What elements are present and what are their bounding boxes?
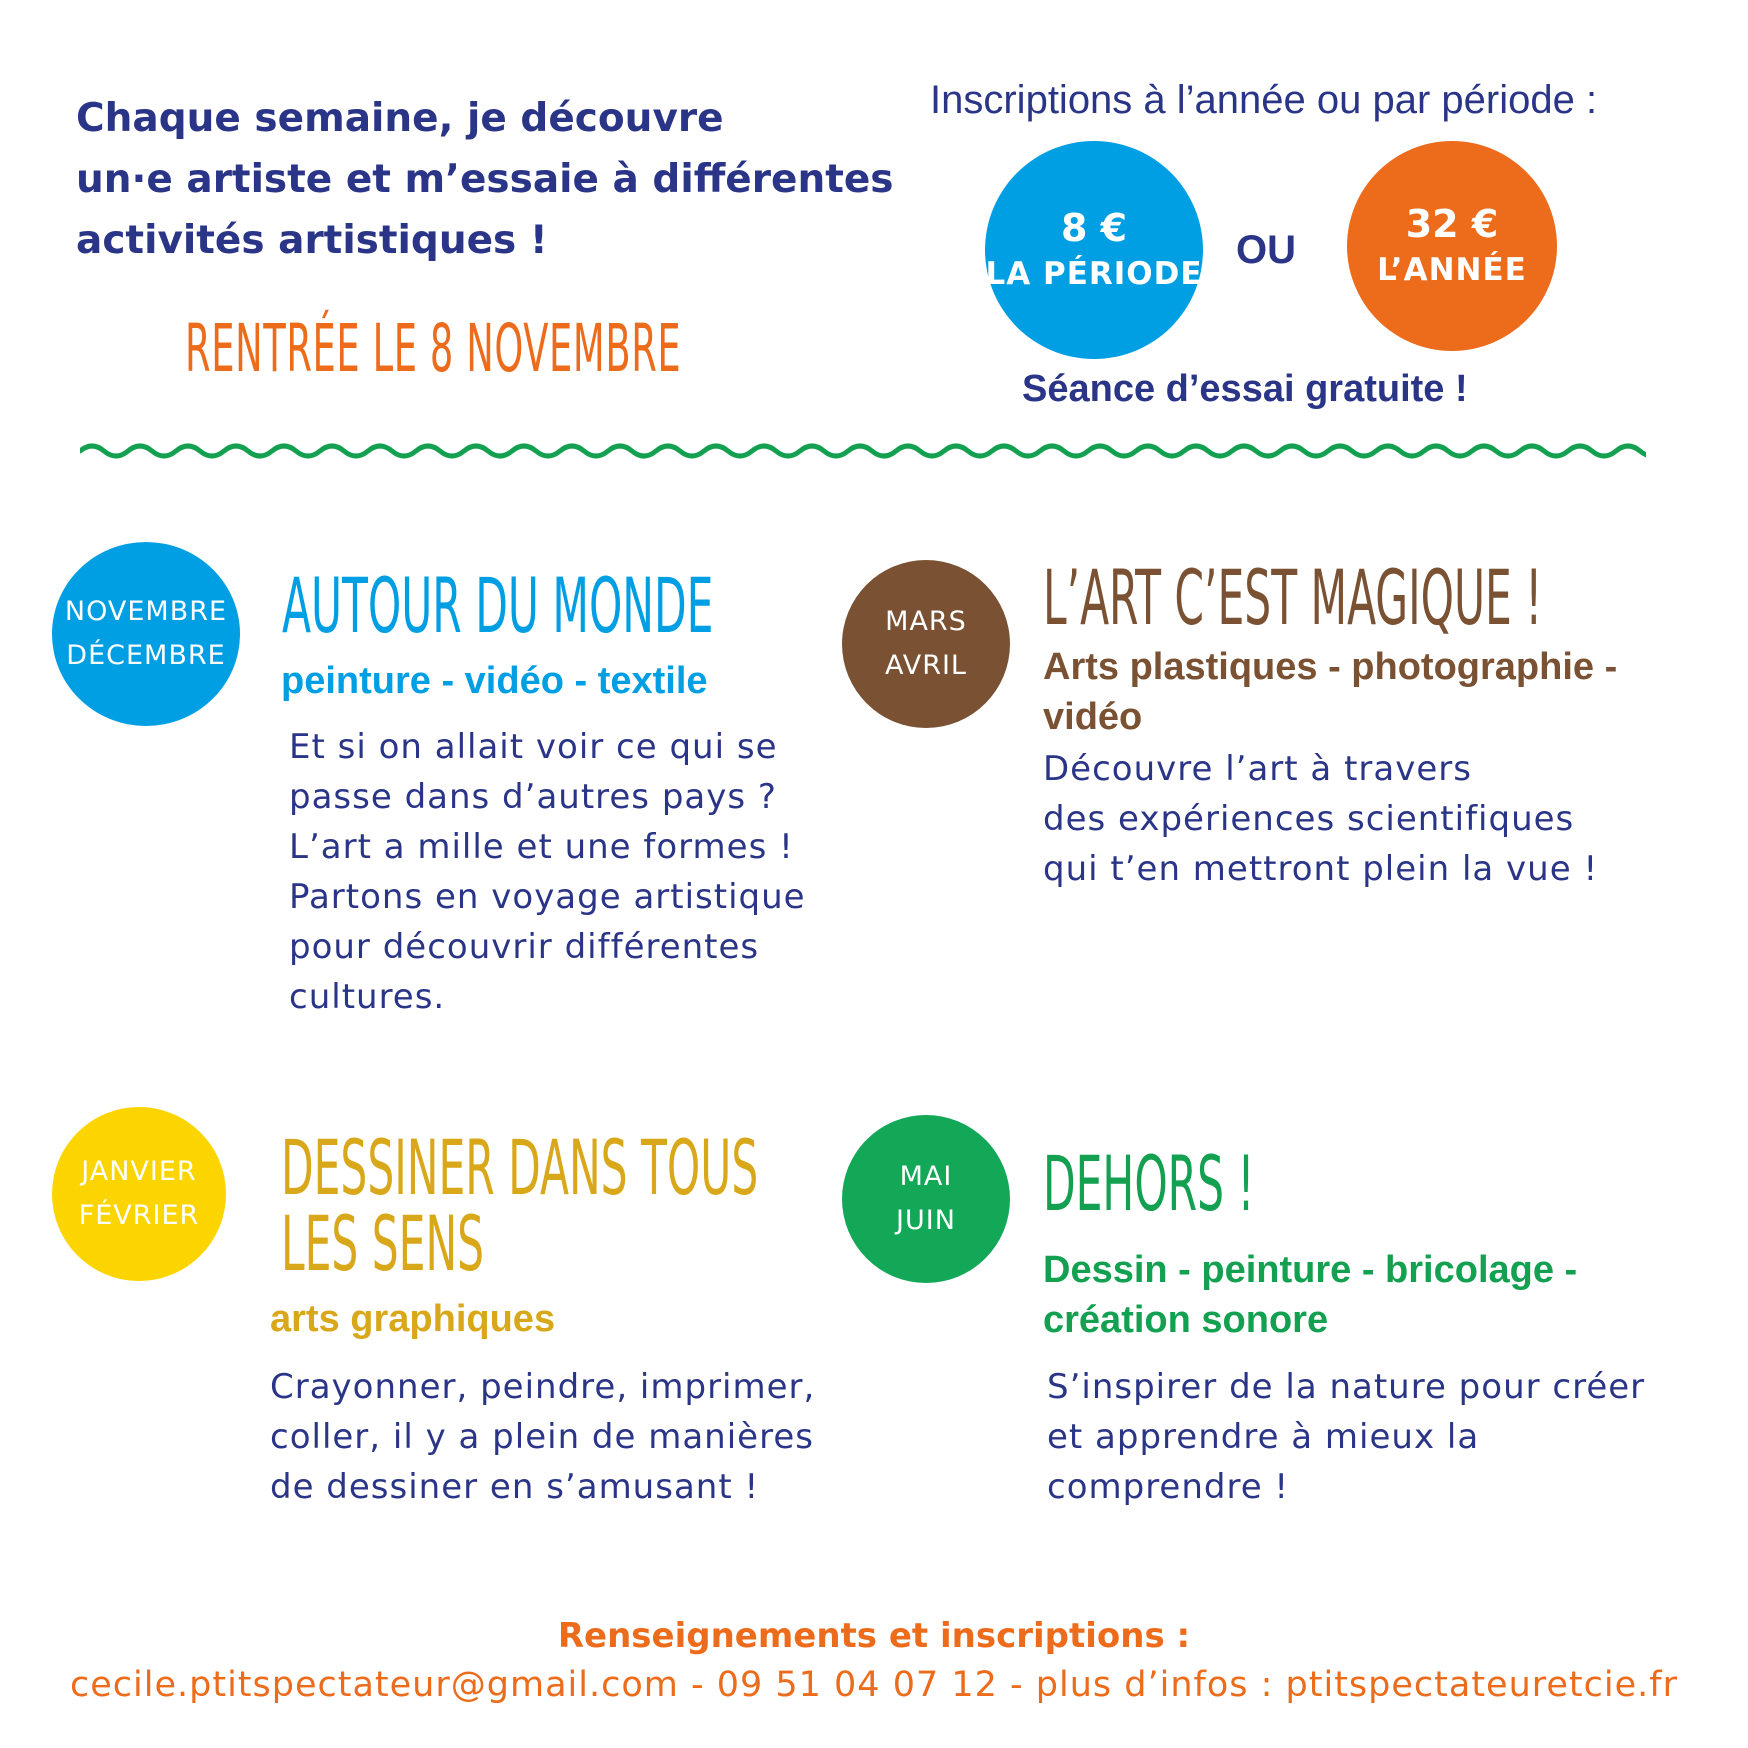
section-subtitle-line-1: Arts plastiques - photographie - — [1043, 646, 1618, 688]
month-badge-line-2: AVRIL — [885, 650, 967, 681]
or-label: OU — [1236, 228, 1296, 272]
section-body: S’inspirer de la nature pour créer et apprendre à mieux la comprendre ! — [1047, 1367, 1646, 1507]
footer-contact: cecile.ptitspectateur@gmail.com - 09 51 04 07 12 - plus d’infos : ptitspectateuretcie.fr — [70, 1665, 1678, 1705]
price-period-badge — [985, 141, 1203, 359]
section-title-line-1: DESSINER DANS TOUS — [281, 1123, 759, 1212]
price-period-amount: 8 € — [1060, 206, 1128, 250]
price-period-label: LA PÉRIODE — [985, 256, 1203, 292]
month-badge-mar-avr — [842, 560, 1010, 728]
intro-line-3: activités artistiques ! — [76, 218, 548, 263]
section-title-art-magique: L’ART C’EST MAGIQUE ! — [1043, 553, 1543, 642]
month-badge-line-2: DÉCEMBRE — [66, 640, 226, 671]
section-subtitle — [1043, 1245, 1723, 1345]
pricing-heading: Inscriptions à l’année ou par période : — [930, 78, 1598, 122]
month-badge-line-1: MARS — [885, 606, 967, 637]
rentree-date: RENTRÉE LE 8 NOVEMBRE — [185, 310, 682, 387]
section-subtitle-line-1: Dessin - peinture - bricolage - — [1043, 1249, 1578, 1291]
month-badge-nov-dec — [52, 542, 240, 726]
intro-line-2: un·e artiste et m’essaie à différentes — [76, 157, 894, 202]
month-badge-mai-juin — [842, 1115, 1010, 1283]
section-title-autour-du-monde: AUTOUR DU MONDE — [282, 561, 714, 650]
section-subtitle — [1043, 642, 1723, 742]
section-subtitle: peinture - vidéo - textile — [281, 660, 708, 702]
month-badge-line-2: JUIN — [896, 1205, 956, 1236]
month-badge-line-1: NOVEMBRE — [64, 596, 228, 627]
section-body: Découvre l’art à travers des expériences scientifiques qui t’en mettront plein la vue ! — [1043, 749, 1599, 889]
section-title-dessiner — [281, 1123, 759, 1288]
price-year-label: L’ANNÉE — [1377, 252, 1527, 288]
month-badge-line-1: MAI — [899, 1161, 953, 1192]
trial-session-text: Séance d’essai gratuite ! — [1022, 368, 1468, 410]
section-title-dehors: DEHORS ! — [1043, 1139, 1255, 1228]
wavy-divider — [80, 436, 1646, 466]
month-badge-line-2: FÉVRIER — [78, 1200, 200, 1231]
footer-label: Renseignements et inscriptions : — [557, 1616, 1191, 1656]
section-subtitle: arts graphiques — [270, 1298, 556, 1340]
intro-text — [76, 88, 956, 271]
intro-line-1: Chaque semaine, je découvre — [76, 96, 724, 141]
section-body: Et si on allait voir ce qui se passe dans d’autres pays ? L’art a mille et une formes ! Partons en voyage artistique pour découvrir différentes cultures. — [289, 727, 806, 1017]
section-body: Crayonner, peindre, imprimer, coller, il y a plein de manières de dessiner en s’amusant ! — [270, 1367, 816, 1507]
section-title-line-2: LES SENS — [281, 1199, 485, 1288]
section-subtitle-line-2: vidéo — [1043, 696, 1143, 738]
section-subtitle-line-2: création sonore — [1043, 1299, 1329, 1341]
price-year-badge — [1347, 141, 1557, 351]
month-badge-line-1: JANVIER — [81, 1156, 197, 1187]
month-badge-jan-fev — [52, 1107, 226, 1281]
price-year-amount: 32 € — [1405, 202, 1499, 246]
